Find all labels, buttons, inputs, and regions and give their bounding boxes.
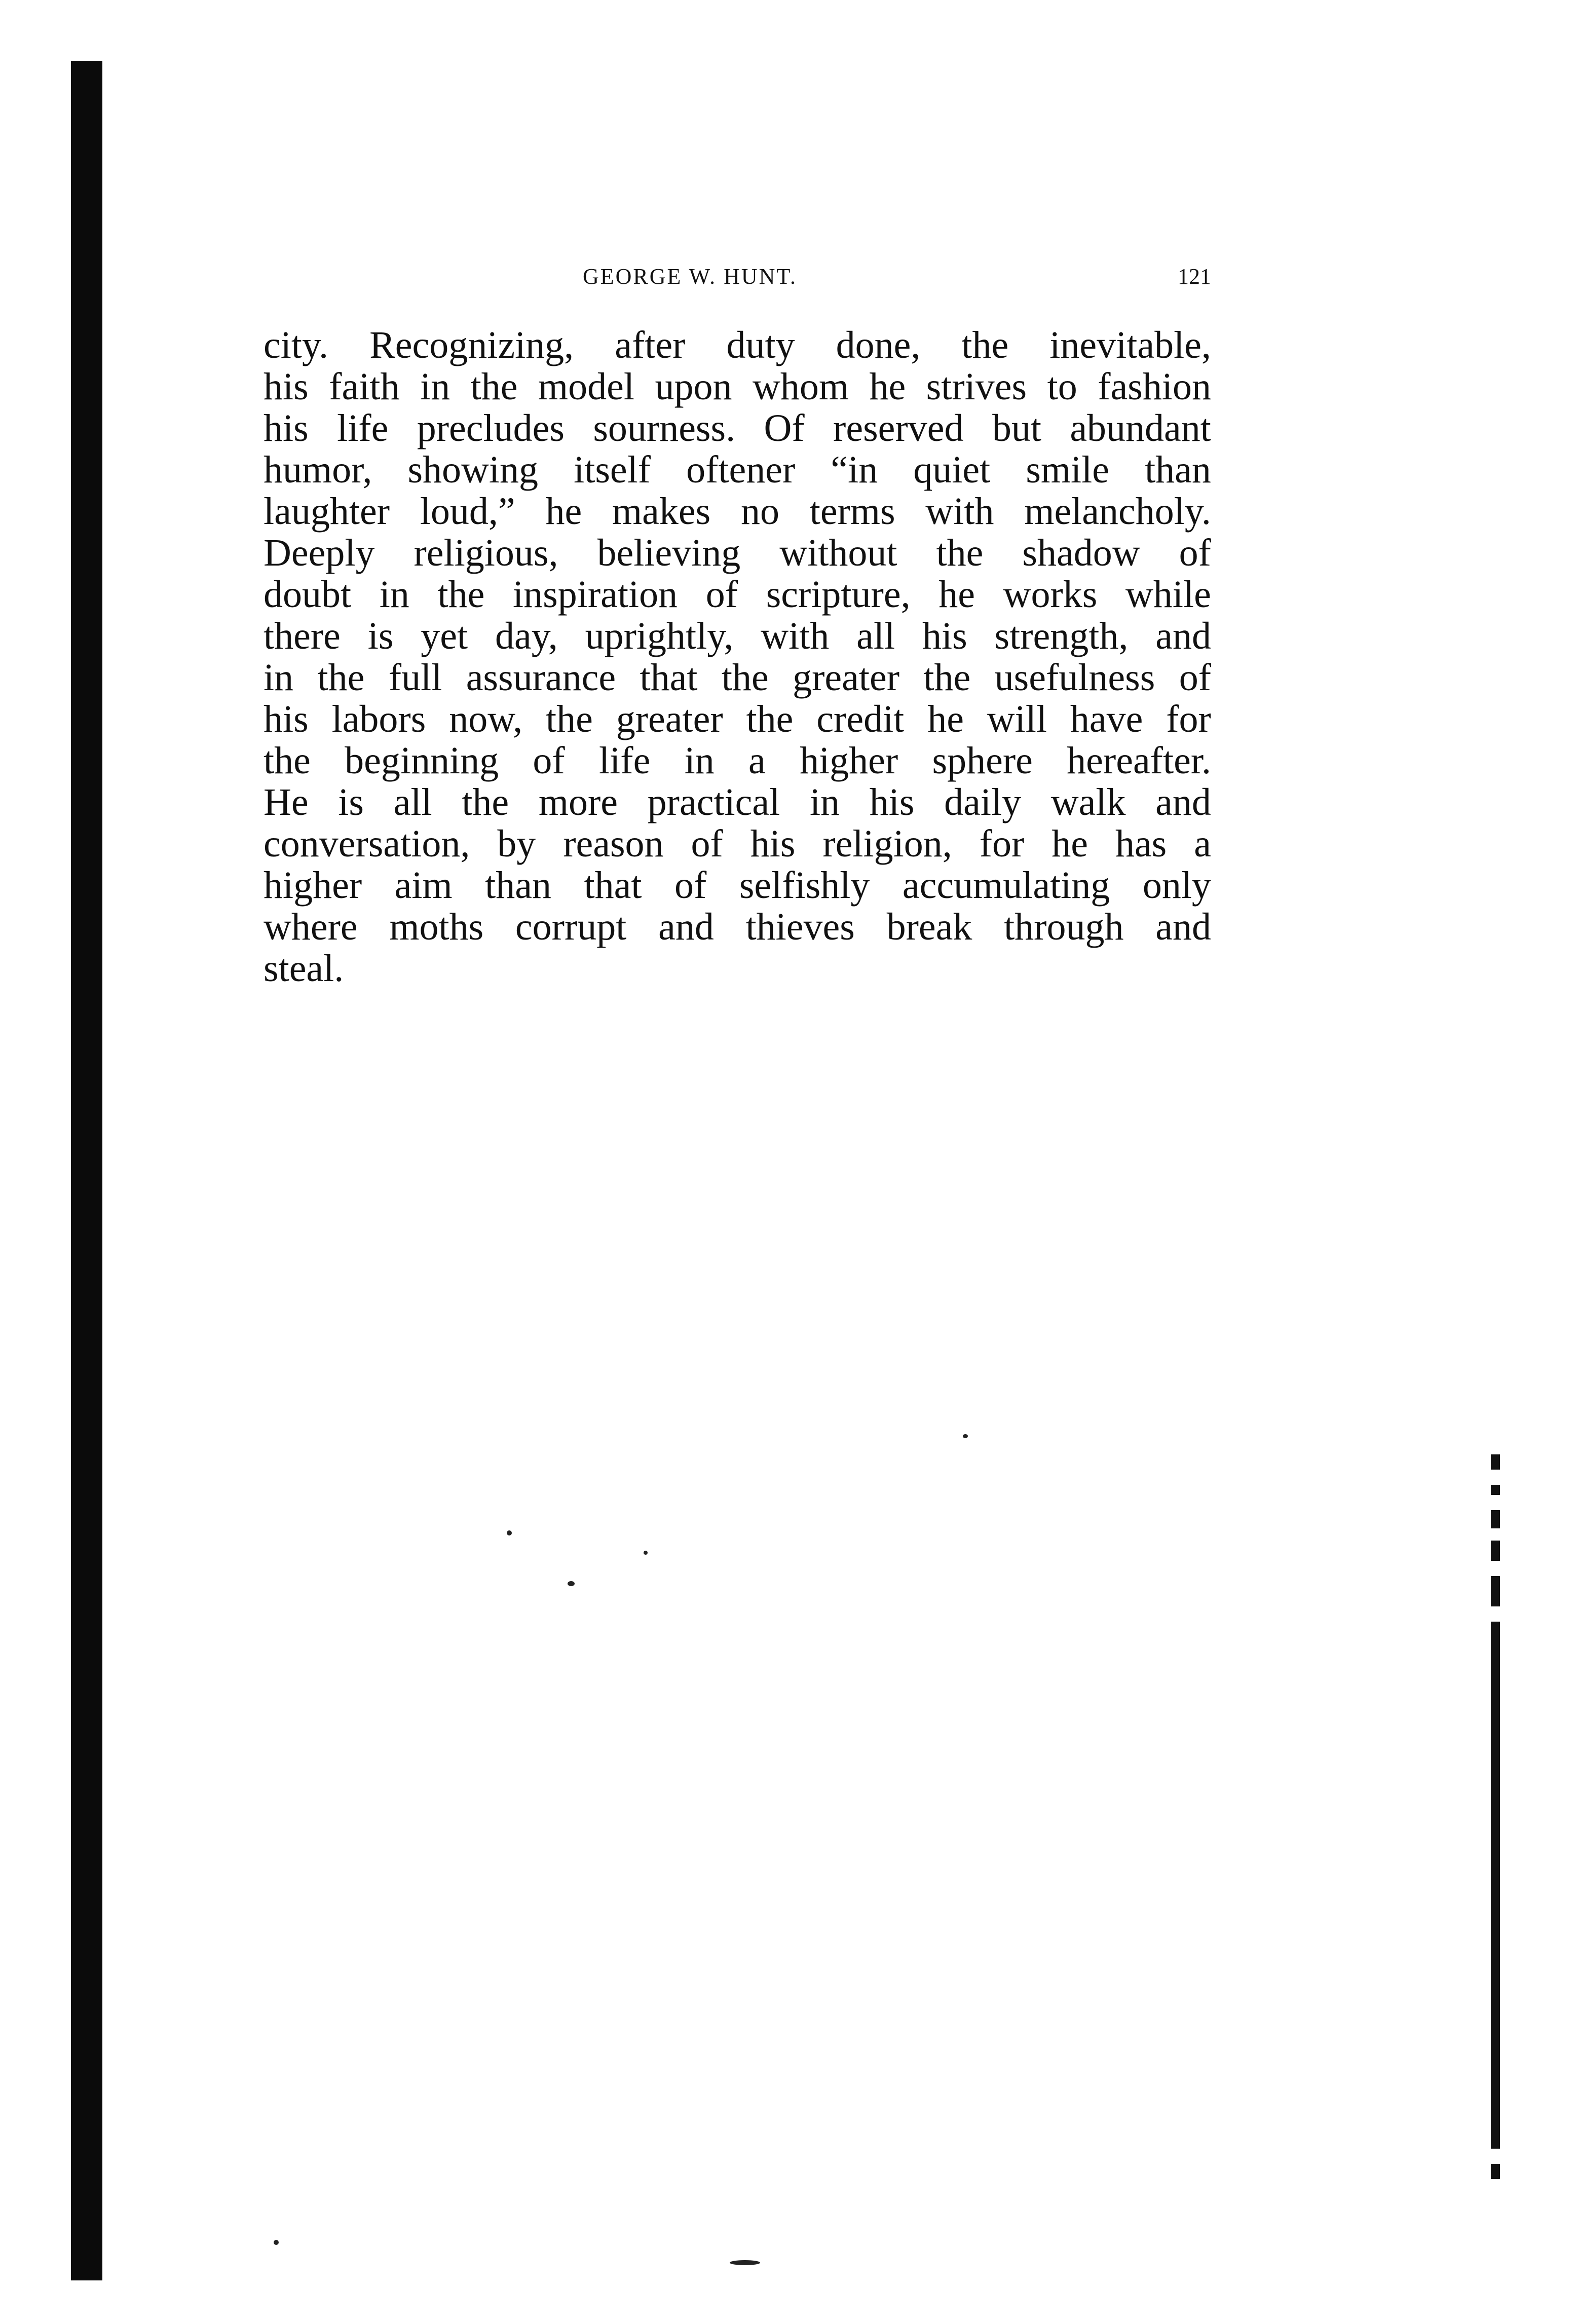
word: quiet xyxy=(913,448,991,491)
text-line xyxy=(264,948,1211,989)
word: “in xyxy=(831,448,878,491)
word: he xyxy=(1051,822,1088,865)
word: the xyxy=(936,532,984,574)
word: in xyxy=(264,656,294,699)
text-line xyxy=(264,574,1211,615)
word: oftener xyxy=(686,448,796,491)
text-line xyxy=(264,449,1211,491)
text-line xyxy=(264,366,1211,407)
word: whom xyxy=(752,365,849,408)
text-line xyxy=(264,615,1211,657)
word: a xyxy=(1194,822,1211,865)
word: all xyxy=(856,615,895,657)
text-line xyxy=(264,657,1211,698)
scan-edge-right xyxy=(1491,1622,1500,2149)
word: to xyxy=(1047,365,1077,408)
word: steal. xyxy=(264,947,344,990)
word: accumulating xyxy=(902,864,1110,907)
word: daily xyxy=(944,781,1022,823)
scan-speck xyxy=(274,2240,279,2245)
word: Of xyxy=(764,407,805,449)
word: scripture, xyxy=(766,573,911,616)
word: the xyxy=(317,656,365,699)
word: and xyxy=(1155,781,1211,823)
word: have xyxy=(1070,698,1143,740)
word: religion, xyxy=(822,822,952,865)
word: melancholy. xyxy=(1024,490,1211,533)
scan-speck xyxy=(507,1530,512,1535)
word: city. xyxy=(264,324,329,366)
word: his xyxy=(264,407,309,449)
word: walk xyxy=(1050,781,1126,823)
word: now, xyxy=(449,698,523,740)
word: of xyxy=(1179,656,1211,699)
word: abundant xyxy=(1070,407,1211,449)
word: without xyxy=(779,532,897,574)
word: moths xyxy=(389,906,484,948)
word: the xyxy=(264,739,311,782)
word: in xyxy=(809,781,840,823)
word: his xyxy=(264,365,309,408)
word: smile xyxy=(1026,448,1109,491)
body-text xyxy=(264,324,1211,989)
word: higher xyxy=(800,739,898,782)
scan-edge-right xyxy=(1491,1510,1500,1528)
word: life xyxy=(337,407,389,449)
word: that xyxy=(640,656,698,699)
word: day, xyxy=(495,615,558,657)
word: his xyxy=(869,781,915,823)
word: the xyxy=(546,698,593,740)
text-line xyxy=(264,491,1211,532)
word: inspiration xyxy=(513,573,678,616)
word: the xyxy=(470,365,518,408)
word: itself xyxy=(574,448,651,491)
word: sourness. xyxy=(593,407,736,449)
word: credit xyxy=(816,698,905,740)
word: upon xyxy=(655,365,732,408)
word: of xyxy=(1179,532,1211,574)
word: break xyxy=(886,906,972,948)
word: the xyxy=(923,656,971,699)
word: that xyxy=(584,864,642,907)
word: in xyxy=(684,739,715,782)
word: is xyxy=(338,781,364,823)
word: reserved xyxy=(833,407,964,449)
scan-edge-right xyxy=(1491,1541,1500,1561)
word: reason xyxy=(563,822,664,865)
word: higher xyxy=(264,864,362,907)
word: selfishly xyxy=(739,864,870,907)
word: usefulness xyxy=(994,656,1155,699)
word: and xyxy=(1155,906,1211,948)
word: he xyxy=(545,490,582,533)
word: he xyxy=(927,698,964,740)
text-line xyxy=(264,781,1211,823)
word: but xyxy=(992,407,1041,449)
word: Recognizing, xyxy=(369,324,574,366)
word: life xyxy=(599,739,651,782)
word: he xyxy=(869,365,906,408)
word: hereafter. xyxy=(1067,739,1211,782)
text-line xyxy=(264,532,1211,574)
word: where xyxy=(264,906,358,948)
word: in xyxy=(420,365,450,408)
word: fashion xyxy=(1098,365,1211,408)
word: aim xyxy=(394,864,453,907)
word: for xyxy=(1166,698,1211,740)
word: he xyxy=(938,573,975,616)
scan-edge-right xyxy=(1491,1485,1500,1495)
scan-speck xyxy=(963,1434,968,1438)
page-number: 121 xyxy=(1178,264,1211,289)
text-line xyxy=(264,407,1211,449)
word: beginning xyxy=(345,739,499,782)
scan-edge-right xyxy=(1491,1454,1500,1470)
word: and xyxy=(658,906,714,948)
word: the xyxy=(437,573,485,616)
word: his xyxy=(264,698,309,740)
word: thieves xyxy=(745,906,855,948)
word: of xyxy=(705,573,738,616)
word: the xyxy=(961,324,1009,366)
word: believing xyxy=(597,532,741,574)
word: is xyxy=(367,615,394,657)
word: laughter xyxy=(264,490,390,533)
word: and xyxy=(1155,615,1211,657)
word: strength, xyxy=(994,615,1129,657)
word: of xyxy=(691,822,723,865)
word: with xyxy=(761,615,830,657)
word: doubt xyxy=(264,573,352,616)
word: a xyxy=(748,739,766,782)
word: humor, xyxy=(264,448,372,491)
word: after xyxy=(615,324,686,366)
word: will xyxy=(987,698,1047,740)
word: assurance xyxy=(466,656,616,699)
word: conversation, xyxy=(264,822,470,865)
word: for xyxy=(979,822,1025,865)
scan-speck xyxy=(644,1551,648,1555)
word: his xyxy=(750,822,796,865)
scan-edge-right xyxy=(1491,1576,1500,1606)
word: the xyxy=(462,781,509,823)
word: He xyxy=(264,781,309,823)
word: than xyxy=(485,864,552,907)
word: shadow xyxy=(1022,532,1140,574)
word: while xyxy=(1125,573,1211,616)
word: full xyxy=(388,656,442,699)
word: labors xyxy=(331,698,426,740)
page-header xyxy=(264,264,1211,299)
word: has xyxy=(1115,822,1167,865)
word: duty xyxy=(726,324,795,366)
word: the xyxy=(746,698,794,740)
word: by xyxy=(497,822,536,865)
text-line xyxy=(264,906,1211,948)
scan-speck xyxy=(730,2260,760,2265)
scan-edge-left xyxy=(71,61,102,2280)
word: works xyxy=(1003,573,1098,616)
word: corrupt xyxy=(515,906,627,948)
word: Deeply xyxy=(264,532,375,574)
word: there xyxy=(264,615,341,657)
word: more xyxy=(538,781,618,823)
word: strives xyxy=(926,365,1027,408)
word: than xyxy=(1145,448,1211,491)
word: makes xyxy=(612,490,711,533)
word: only xyxy=(1142,864,1211,907)
word: uprightly, xyxy=(585,615,734,657)
text-line xyxy=(264,324,1211,366)
word: done, xyxy=(836,324,921,366)
word: all xyxy=(393,781,432,823)
word: sphere xyxy=(932,739,1033,782)
text-line xyxy=(264,698,1211,740)
word: yet xyxy=(421,615,468,657)
word: of xyxy=(674,864,707,907)
word: of xyxy=(533,739,565,782)
scan-speck xyxy=(568,1581,575,1586)
text-line xyxy=(264,823,1211,865)
word: his xyxy=(922,615,967,657)
word: showing xyxy=(407,448,539,491)
word: terms xyxy=(809,490,895,533)
word: greater xyxy=(793,656,900,699)
word: through xyxy=(1004,906,1124,948)
word: no xyxy=(740,490,779,533)
word: religious, xyxy=(414,532,558,574)
scan-edge-right xyxy=(1491,2164,1500,2179)
word: the xyxy=(721,656,769,699)
text-line xyxy=(264,740,1211,781)
running-head: GEORGE W. HUNT. xyxy=(583,264,798,289)
word: with xyxy=(925,490,994,533)
word: faith xyxy=(329,365,400,408)
word: precludes xyxy=(417,407,565,449)
word: greater xyxy=(616,698,723,740)
word: inevitable, xyxy=(1049,324,1211,366)
word: in xyxy=(379,573,409,616)
word: loud,” xyxy=(420,490,515,533)
text-line xyxy=(264,865,1211,906)
word: practical xyxy=(647,781,780,823)
word: model xyxy=(538,365,634,408)
